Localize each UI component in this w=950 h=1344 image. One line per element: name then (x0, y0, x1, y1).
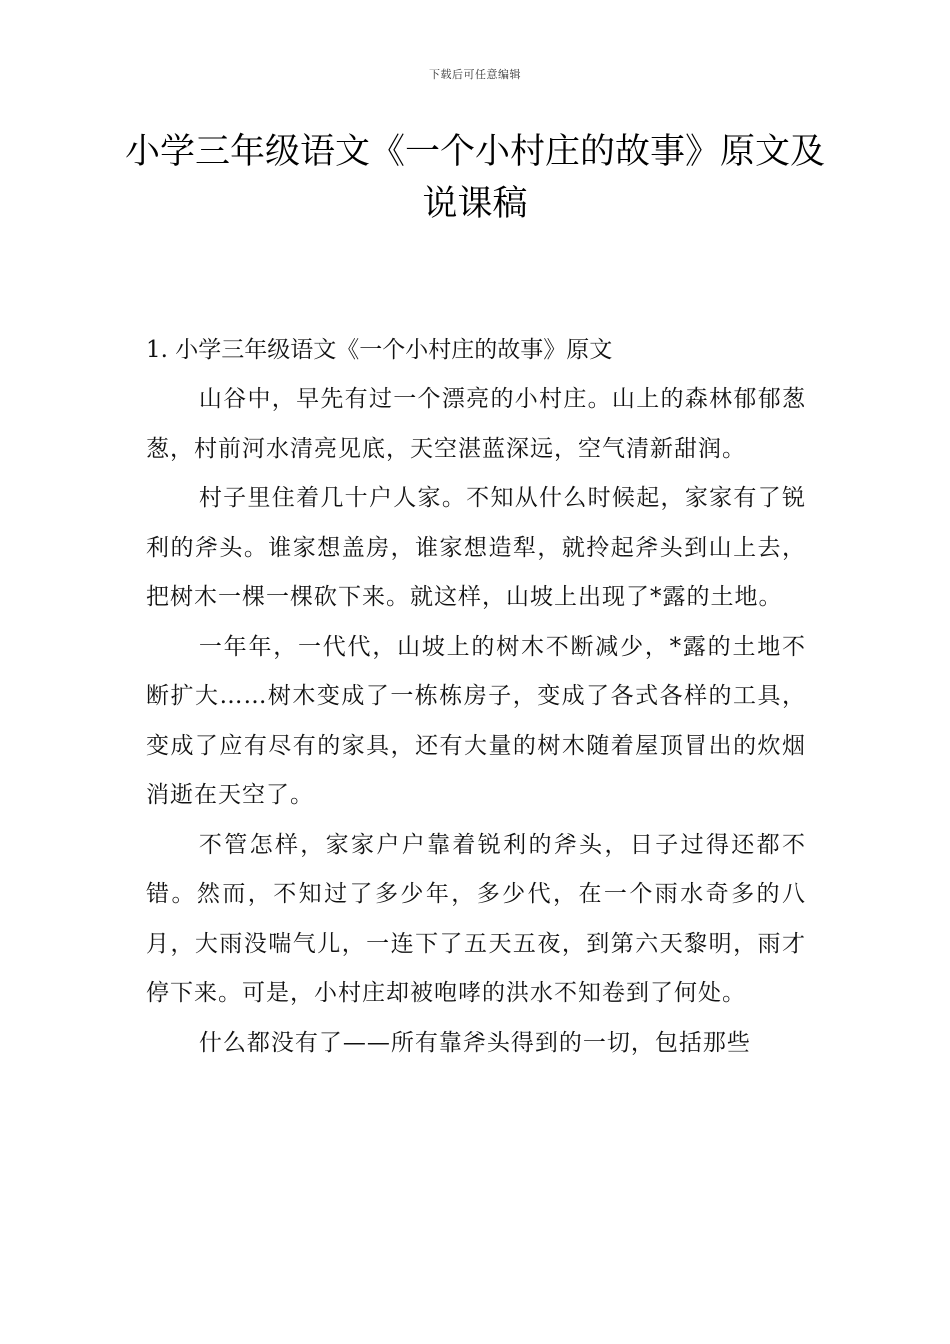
paragraph: 一年年，一代代，山坡上的树木不断减少，*露的土地不断扩大……树木变成了一栋栋房子，变成了各式各样的工具，变成了应有尽有的家具，还有大量的树木随着屋顶冒出的炊烟消逝在天空了。 (146, 633, 806, 808)
paragraph: 不管怎样，家家户户靠着锐利的斧头，日子过得还都不错。然而，不知过了多少年，多少代，在一个雨水奇多的八月，大雨没喘气儿，一连下了五天五夜，到第六天黎明，雨才停下来。可是，小村庄却被咆哮的洪水不知卷到了何处。 (146, 831, 806, 1006)
paragraph: 什么都没有了——所有靠斧头得到的一切，包括那些 (198, 1029, 751, 1056)
section-heading: 1. 小学三年级语文《一个小村庄的故事》原文 (146, 337, 613, 363)
paragraph: 山谷中，早先有过一个漂亮的小村庄。山上的森林郁郁葱葱，村前河水清亮见底，天空湛蓝深远，空气清新甜润。 (146, 386, 806, 462)
body-text (146, 326, 806, 1068)
paragraph: 村子里住着几十户人家。不知从什么时候起，家家有了锐利的斧头。谁家想盖房，谁家想造犁，就拎起斧头到山上去，把树木一棵一棵砍下来。就这样，山坡上出现了*露的土地。 (146, 485, 806, 610)
document-title: 小学三年级语文《一个小村庄的故事》原文及说课稿 (124, 132, 825, 224)
header-note: 下载后可任意编辑 (429, 68, 521, 81)
